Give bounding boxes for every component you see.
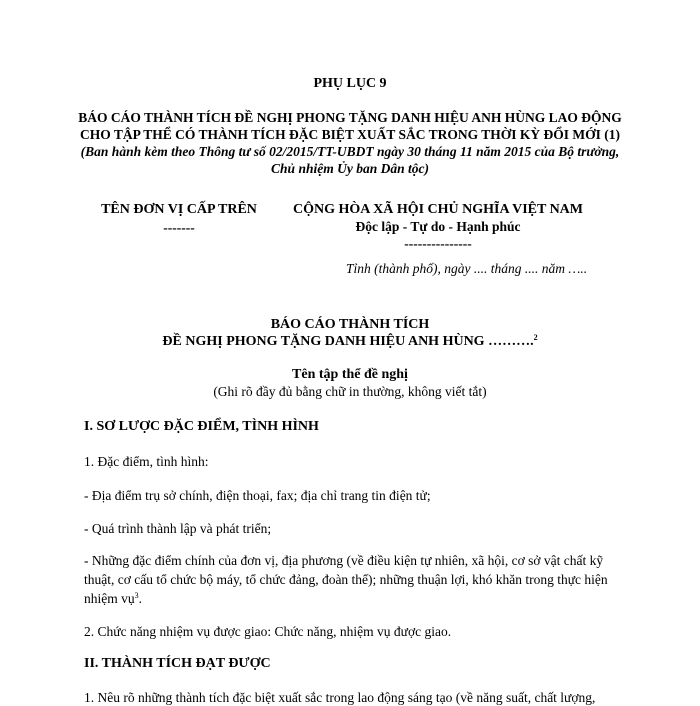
issued-note-line1: (Ban hành kèm theo Thông tư số 02/2015/TT-UBDT ngày 30 tháng 11 năm 2015 của Bộ trưởng, bbox=[80, 144, 620, 159]
superior-unit-dashes: ------- bbox=[163, 220, 195, 235]
motto-dashes: --------------- bbox=[404, 236, 472, 251]
section1-bullet-headquarters: - Địa điểm trụ sở chính, điện thoại, fax; địa chỉ trang tin điện tử; bbox=[84, 488, 431, 503]
collective-name-label: Tên tập thể đề nghị bbox=[292, 367, 408, 382]
report-heading-line1: BÁO CÁO THÀNH TÍCH ĐỀ NGHỊ PHONG TẶNG DANH HIỆU ANH HÙNG LAO ĐỘNG bbox=[78, 110, 622, 125]
issued-note-line2: Chủ nhiệm Ủy ban Dân tộc) bbox=[271, 161, 429, 176]
section1-heading: I. SƠ LƯỢC ĐẶC ĐIỂM, TÌNH HÌNH bbox=[84, 419, 319, 434]
place-and-date: Tỉnh (thành phố), ngày .... tháng .... năm ….. bbox=[346, 261, 588, 276]
section1-item2: 2. Chức năng nhiệm vụ được giao: Chức năng, nhiệm vụ được giao. bbox=[84, 624, 452, 639]
republic-name: CỘNG HÒA XÃ HỘI CHỦ NGHĨA VIỆT NAM bbox=[292, 202, 583, 217]
section1-item1: 1. Đặc điểm, tình hình: bbox=[84, 454, 209, 469]
report-title-line2: ĐỀ NGHỊ PHONG TẶNG DANH HIỆU ANH HÙNG ……….$^2$ bbox=[162, 333, 538, 349]
section2-heading: II. THÀNH TÍCH ĐẠT ĐƯỢC bbox=[84, 656, 271, 671]
report-heading-line2: CHO TẬP THỂ CÓ THÀNH TÍCH ĐẶC BIỆT XUẤT SẮC TRONG THỜI KỲ ĐỔI MỚI (1) bbox=[80, 127, 620, 142]
national-motto: Độc lập - Tự do - Hạnh phúc bbox=[355, 219, 521, 234]
superior-unit-name: TÊN ĐƠN VỊ CẤP TRÊN bbox=[101, 202, 257, 217]
section1-bullet-characteristics: - Những đặc điểm chính của đơn vị, địa phương (về điều kiện tự nhiên, xã hội, cơ sở vật chất kỹ thuật, cơ cấu tổ chức bộ máy, tổ chức đảng, đoàn thể); những thuận lợi, khó khăn trong thực hiện nhiệm vụ$^3$. bbox=[84, 553, 608, 606]
section2-item1: 1. Nêu rõ những thành tích đặc biệt xuất sắc trong lao động sáng tạo (về năng suất, chất lượng, bbox=[84, 690, 596, 705]
appendix-title: PHỤ LỤC 9 bbox=[313, 76, 387, 91]
section1-bullet-history: - Quá trình thành lập và phát triển; bbox=[84, 521, 272, 536]
collective-name-note: (Ghi rõ đầy đủ bằng chữ in thường, không viết tắt) bbox=[213, 384, 487, 399]
report-title-line1: BÁO CÁO THÀNH TÍCH bbox=[270, 317, 430, 332]
